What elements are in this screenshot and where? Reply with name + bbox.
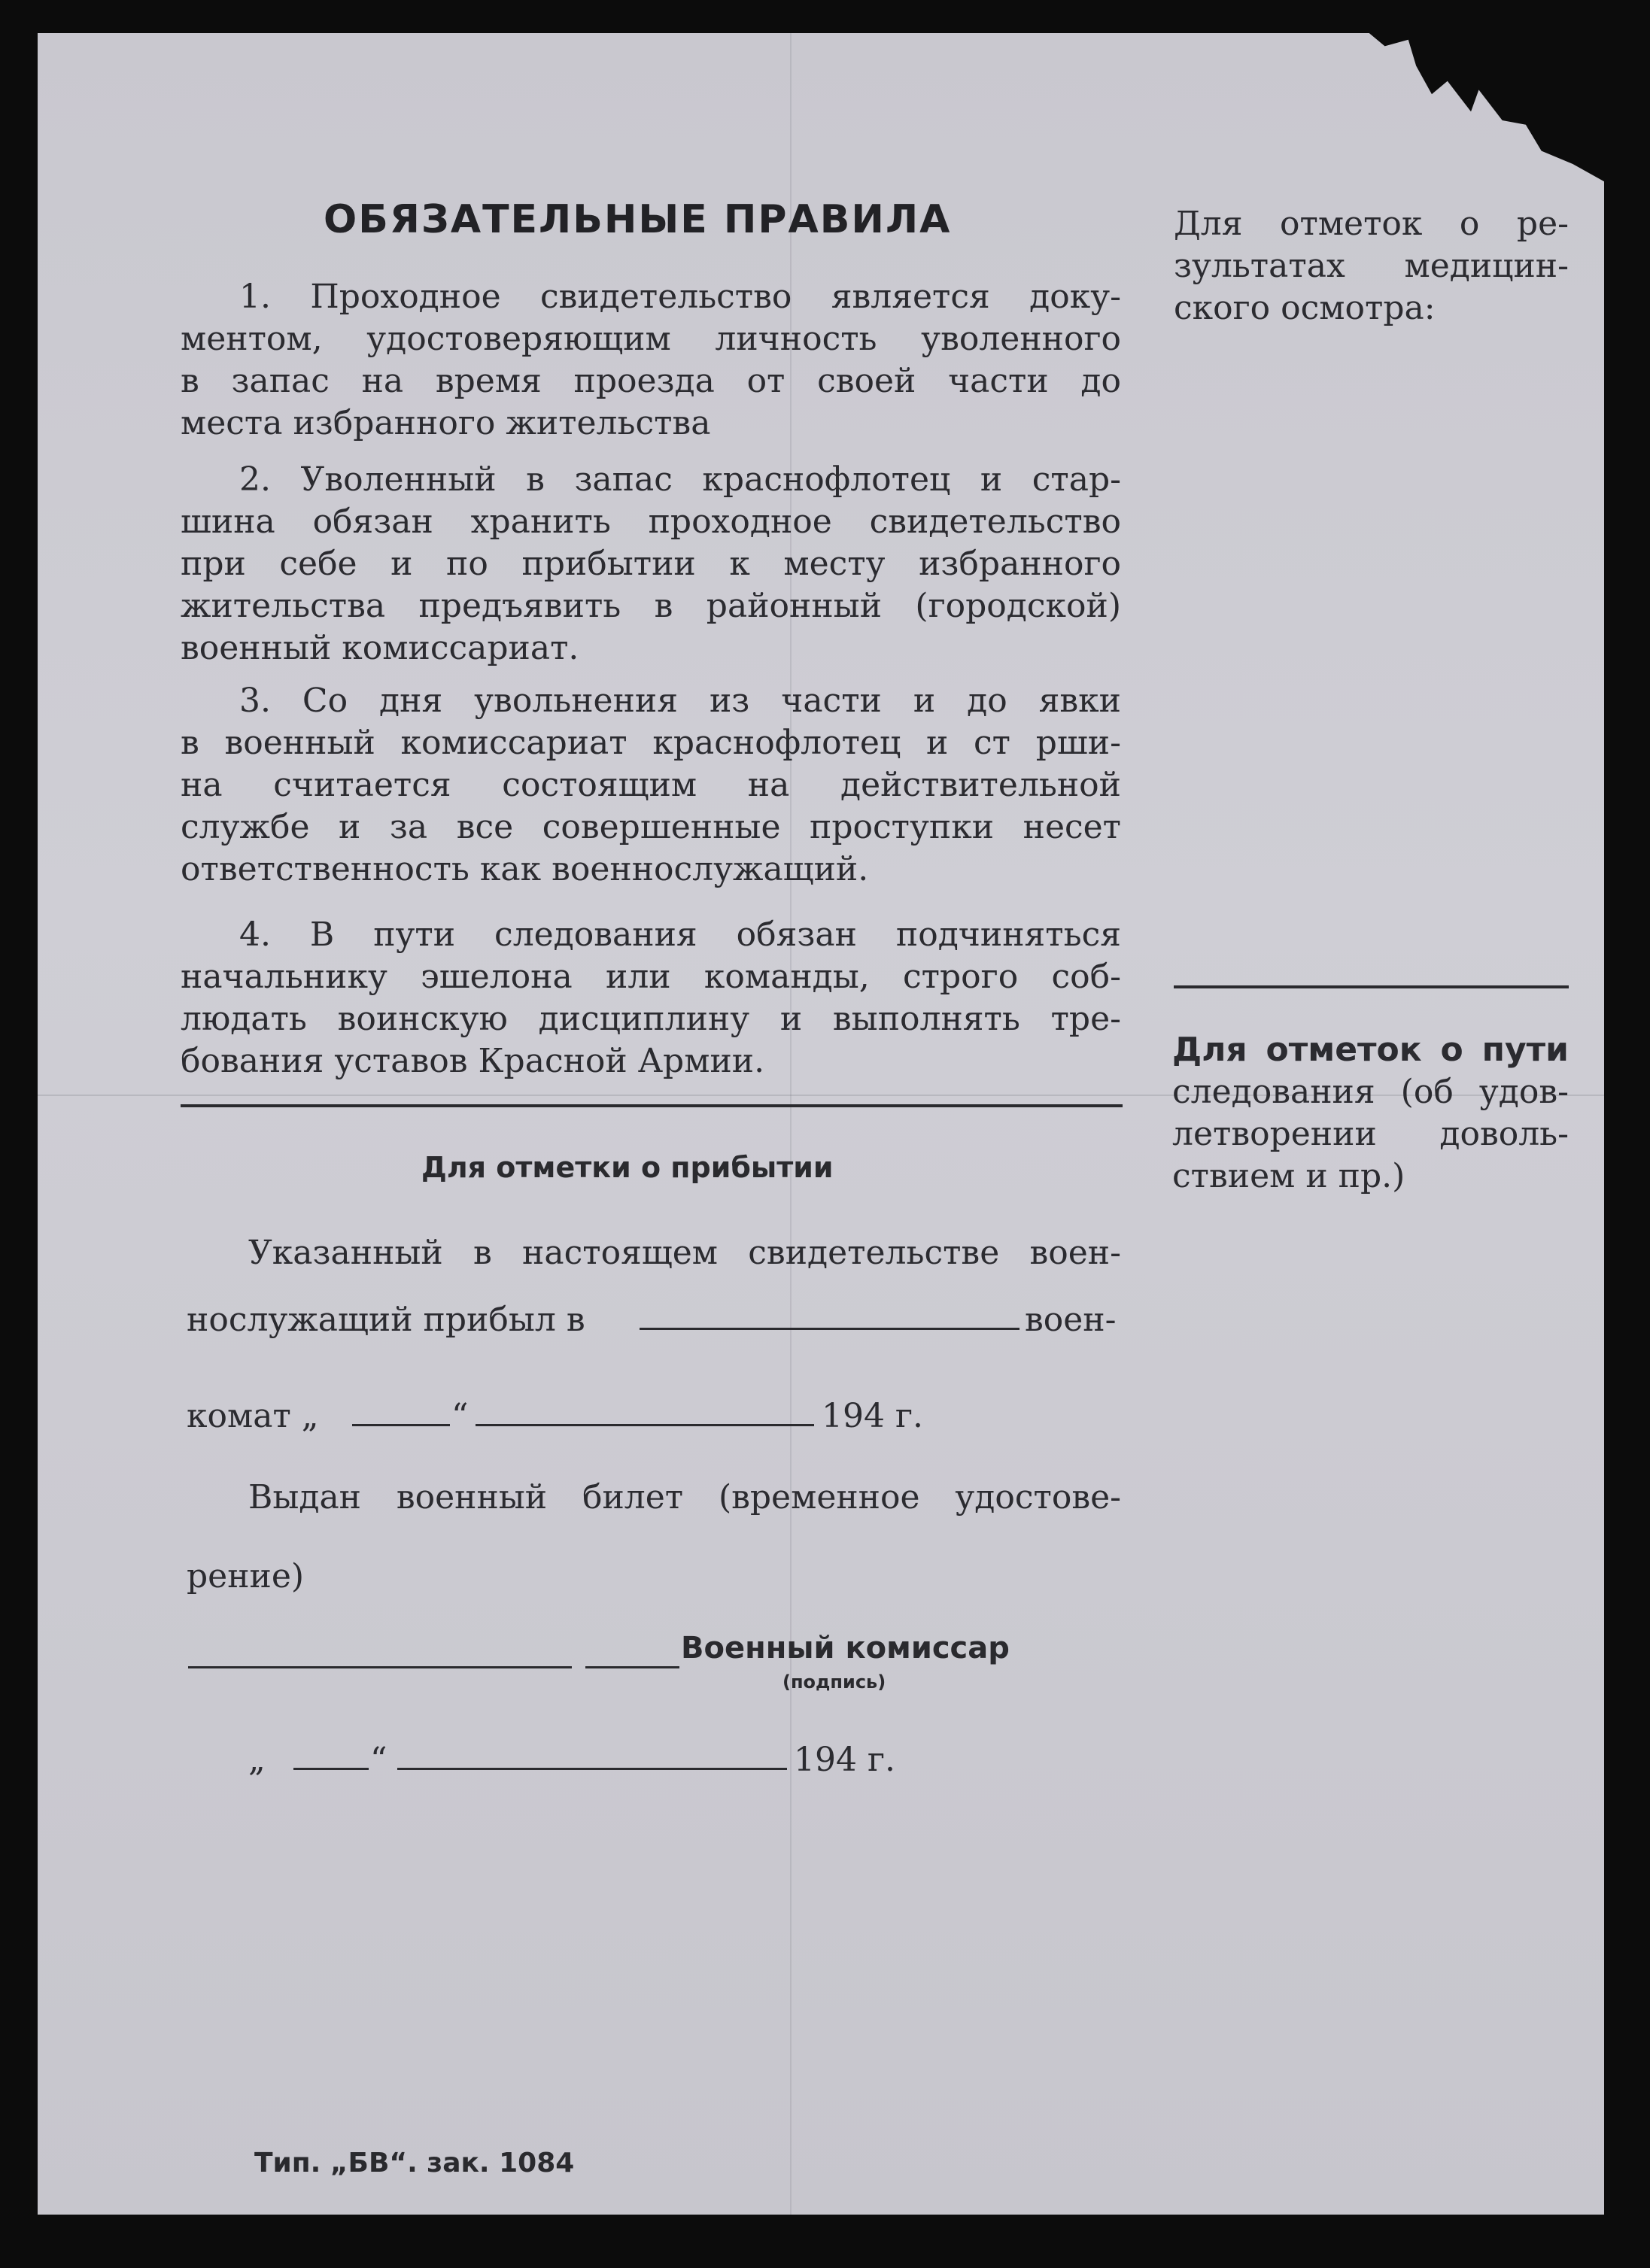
arrival-line-2a: нослужащий прибыл в	[187, 1301, 585, 1339]
arrival-line-4: Выдан военный билет (временное удостове-	[248, 1478, 1121, 1517]
arrival-line-3b: “	[451, 1397, 469, 1435]
arrival-day-field	[352, 1424, 450, 1426]
rule-1-line: 1. Проходное свидетельство является доку-	[239, 278, 1121, 316]
date-year: 194 г.	[794, 1741, 896, 1779]
route-note-line: Для отметок о пути	[1172, 1031, 1569, 1069]
date-quote-open: „	[248, 1741, 266, 1779]
arrival-line-5: рение)	[187, 1557, 305, 1595]
rule-4-line: бования уставов Красной Армии.	[181, 1042, 765, 1080]
date-day-field	[293, 1768, 369, 1770]
rule-2-line: при себе и по прибытии к месту избранного	[181, 545, 1121, 583]
medical-note-line: Для отметок о ре-	[1174, 205, 1569, 243]
rule-3-line: в военный комиссариат краснофлотец и ст рши-	[181, 724, 1121, 762]
rule-1-line: места избранного жительства	[181, 404, 711, 442]
arrival-month-field	[476, 1424, 814, 1426]
arrival-line-3c: 194 г.	[822, 1397, 924, 1435]
rule-3-line: ответственность как военнослужащий.	[181, 850, 869, 888]
signature-caption: (подпись)	[782, 1671, 886, 1693]
route-note-line: следования (об удов-	[1172, 1073, 1569, 1111]
date-month-field	[397, 1768, 787, 1770]
rule-4-line: людать воинскую дисциплину и выполнять тре-	[181, 1000, 1121, 1038]
route-note-line: ствием и пр.)	[1172, 1157, 1405, 1195]
rule-2-line: 2. Уволенный в запас краснофлотец и стар-	[239, 460, 1121, 499]
rule-2-line: военный комиссариат.	[181, 629, 579, 667]
rule-2-line: шина обязан хранить проходное свидетельство	[181, 502, 1121, 541]
rule-1-line: ментом, удостоверяющим личность уволенного	[181, 320, 1121, 358]
rule-4-line: 4. В пути следования обязан подчиняться	[239, 915, 1121, 954]
rule-3-line: на считается состоящим на действительной	[181, 766, 1121, 804]
arrival-line-1: Указанный в настоящем свидетельстве воен-	[248, 1234, 1121, 1272]
printer-imprint: Тип. „БВ“. зак. 1084	[254, 2148, 575, 2178]
section-divider	[181, 1104, 1123, 1107]
page-title: ОБЯЗАТЕЛЬНЫЕ ПРАВИЛА	[324, 197, 952, 242]
rule-1-line: в запас на время проезда от своей части до	[181, 362, 1121, 400]
medical-note-line: ского осмотра:	[1174, 289, 1436, 327]
sidebar-divider	[1174, 985, 1569, 988]
signature-line	[188, 1666, 572, 1668]
arrival-line-2b: воен-	[1025, 1301, 1117, 1339]
commissar-label: Военный комиссар	[681, 1631, 1010, 1665]
medical-note-line: зультатах медицин-	[1174, 247, 1569, 285]
signature-line-2	[585, 1666, 679, 1668]
date-quote-close: “	[370, 1741, 387, 1779]
route-note-line: летворении доволь-	[1172, 1115, 1569, 1153]
rule-3-line: 3. Со дня увольнения из части и до явки	[239, 682, 1121, 720]
arrival-heading: Для отметки о прибытии	[421, 1151, 834, 1184]
arrival-place-field	[640, 1328, 1019, 1330]
rule-2-line: жительства предъявить в районный (городской)	[181, 587, 1121, 625]
rule-4-line: начальнику эшелона или команды, строго соб-	[181, 958, 1121, 996]
arrival-line-3a: комат „	[187, 1397, 319, 1435]
rule-3-line: службе и за все совершенные проступки несет	[181, 808, 1121, 846]
